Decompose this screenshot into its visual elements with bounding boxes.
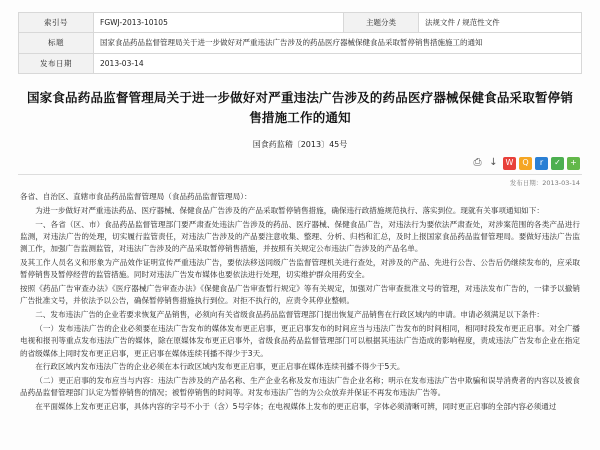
page-title: 国家食品药品监督管理局关于进一步做好对严重违法广告涉及的药品医疗器械保健食品采取暂停销售措施工作的通知 — [26, 89, 574, 126]
title-block — [18, 88, 582, 150]
metadata-table — [18, 12, 582, 74]
body-paragraph: 二、发布违法广告的企业若要求恢复产品销售，必须向有关省级食品药品监督管理部门提出恢复产品销售在行政区域内的申请。申请必须满足以下条件： — [35, 310, 544, 320]
document-number: 国食药监稽〔2013〕45号 — [252, 140, 348, 149]
share-weibo-icon[interactable]: W — [503, 157, 516, 170]
subject-category-value: 法规文件 / 规范性文件 — [419, 13, 582, 33]
body-paragraph: 一、各省（区、市）食品药品监督管理部门要严肃查处违法广告涉及的药品、医疗器械、保健食品广告，对违法行为要依法严肃查处，对涉案范围的各类产品进行监测，对违法广告的处理，切实履行监管责任，对违法广告涉及的产品要注意收集、整理、分析、归档和汇总，及时上报国家食品药品监督管理局。要做好违法广告监测工作，加强广告监测监管，对违法广告涉及的产品采取暂停销售措施，并按照有关规定公布违法广告涉及的产品名单。 — [20, 219, 580, 254]
publish-date-value: 2013-03-14 — [94, 53, 582, 73]
publish-date-label: 发布日期 — [19, 53, 94, 73]
table-row — [19, 33, 582, 53]
index-number-value: FGWJ-2013-10105 — [94, 13, 344, 33]
share-wechat-icon[interactable]: ✓ — [551, 157, 564, 170]
body-paragraph: 在平面媒体上发布更正启事，具体内容的字号不小于（含）5号字体；在电视媒体上发布的更正启事，字体必须清晰可辨，同时更正启事的全部内容必须通过 — [35, 402, 557, 412]
body-paragraph: 按照《药品广告审查办法》《医疗器械广告审查办法》《保健食品广告审查暂行规定》等有关规定，加强对广告审查批准文号的管理，对违法发布广告的，一律予以撤销广告批准文号，并依法予以公告，确保暂停销售措施执行到位。对拒不执行的，应责令其停业整顿。 — [20, 284, 580, 306]
document-body — [18, 191, 582, 414]
body-paragraph: 为进一步做好对严重违法药品、医疗器械、保健食品广告涉及的产品采取暂停销售措施，确保违行政措施规范执行、落实到位。现就有关事项通知如下： — [35, 205, 544, 215]
share-renren-icon[interactable]: r — [535, 157, 548, 170]
subject-category-label: 主题分类 — [344, 13, 419, 33]
body-paragraph: （一）发布违法广告的企业必须要在违法广告发布的媒体发布更正启事，更正启事发布的时间应当与违法广告发布的时间相同，相同时段发布更正启事。对全广播电视和报刊等重点发布违法广告的媒体，除在原媒体发布更正启事外，省级食品药品监督管理部门可以根据其违法广告造成的影响程度，责成违法广告发布企业在指定的省级媒体上同时发布更正启事，更正启事在媒体连续刊播不得少于3天。 — [20, 323, 580, 358]
doc-title-value: 国家食品药品监督管理局关于进一步做好对严重违法广告涉及的药品医疗器械保健食品采取暂停销售措施施工的通知 — [94, 33, 582, 53]
doc-title-label: 标题 — [19, 33, 94, 53]
print-icon[interactable]: ⎙ — [473, 157, 482, 168]
share-more-icon[interactable]: + — [567, 157, 580, 170]
share-toolbar — [18, 156, 582, 170]
body-paragraph: 各省、自治区、直辖市食品药品监督管理局（食品药品监督管理局）： — [20, 192, 252, 201]
publish-info: 发布日期：2013-03-14 — [509, 179, 580, 187]
body-paragraph: （二）更正启事的发布应当与内容：违法广告涉及的产品名称、生产企业名称及发布违法广告企业名称；明示在发布违法广告中欺骗和误导消费者的内容以及被食品药品监督管理部门认定为暂停销售的情况；被暂停销售的时间等。对发布违法广告的为公众放弃并保证不再发布违法广告等。 — [20, 376, 580, 398]
table-row — [19, 53, 582, 73]
body-paragraph: 在行政区域内发布违法广告的企业必须在本行政区域内发布更正启事，更正启事在媒体连续刊播不得少于5天。 — [35, 362, 405, 372]
share-qzone-icon[interactable]: Q — [519, 157, 532, 170]
body-paragraph: 及其工作人员名义和形象为产品效作证明宣传严重违法广告，要依法移送同级广告监督管理机关进行查处，对涉及的产品、先进行公告、公告后仍继续发布的，应采取暂停销售及暂停经营的监管措施。同时对违法广告发布媒体也要依法进行处理，切实维护群众用药安全。 — [20, 257, 580, 280]
table-row — [19, 13, 582, 33]
download-icon[interactable]: ↓ — [489, 157, 498, 168]
index-number-label: 索引号 — [19, 13, 94, 33]
